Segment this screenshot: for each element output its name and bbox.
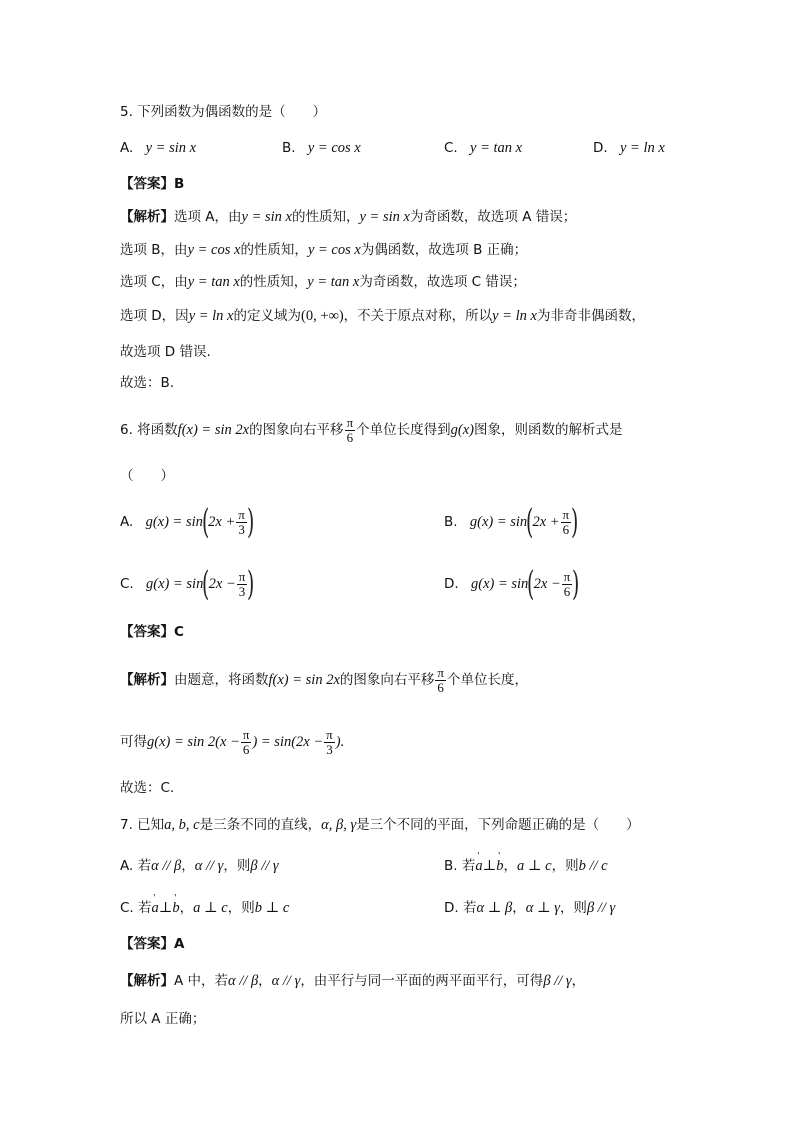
- option-formula: g(x) = sin: [469, 514, 528, 530]
- text: 是三个不同的平面，下列命题正确的是（ ）: [356, 817, 640, 833]
- numerator: π: [563, 568, 571, 584]
- text: 7. 已知: [120, 817, 165, 833]
- text: 选项 A，由: [174, 209, 242, 225]
- denominator: 6: [346, 429, 354, 445]
- q5-analysis-d2: 故选项 D 错误.: [120, 344, 211, 360]
- q6-option-d[interactable]: [444, 566, 579, 602]
- q6-analysis-1: [120, 662, 528, 698]
- text: ，由平行与同一平面的两平面平行，可得: [300, 973, 544, 989]
- formula: b // c: [578, 858, 608, 874]
- text: 的定义域为: [233, 308, 301, 324]
- fraction-pi-over-6: [435, 666, 446, 695]
- q5-option-c[interactable]: [444, 138, 522, 158]
- numerator: π: [238, 506, 245, 522]
- left-paren: (: [526, 502, 534, 542]
- q6-stem-paren: （ ）: [120, 468, 174, 484]
- text: 图象，则函数的解析式是: [473, 422, 623, 438]
- q7-analysis-1: [120, 971, 585, 991]
- q7-option-c[interactable]: [120, 898, 289, 918]
- left-paren: (: [201, 502, 210, 542]
- formula: ).: [335, 734, 345, 750]
- option-letter: D.: [593, 140, 608, 156]
- text: A 中，若: [174, 973, 229, 989]
- q6-option-a[interactable]: [120, 504, 253, 540]
- q7-option-b[interactable]: [444, 856, 608, 876]
- formula: y = sin x: [359, 209, 410, 225]
- q6-answer: 【答案】C: [120, 624, 184, 640]
- numerator: π: [437, 664, 444, 680]
- perp-symbol: ⊥: [158, 900, 173, 916]
- fraction-pi-over-6: [561, 508, 572, 537]
- text: 6. 将函数: [120, 422, 178, 438]
- formula: ) = sin(2x −: [252, 734, 324, 750]
- option-formula-inner: 2x −: [208, 576, 236, 592]
- formula: y = tan x: [187, 274, 240, 290]
- option-formula: g(x) = sin: [145, 514, 203, 530]
- text: ，则: [227, 900, 255, 916]
- formula: β // γ: [250, 858, 279, 874]
- option-label: C. 若: [120, 900, 152, 916]
- formula: y = ln x: [188, 308, 234, 324]
- q6-stem: [120, 412, 622, 448]
- q5-analysis-c: [120, 272, 526, 292]
- text: 可得: [120, 734, 147, 750]
- vector-b: ' b: [496, 856, 503, 876]
- denominator: 6: [437, 679, 444, 695]
- text: ，: [512, 900, 526, 916]
- formula: y = cos x: [187, 242, 241, 258]
- right-paren: ): [246, 502, 255, 542]
- q7-analysis-2: 所以 A 正确；: [120, 1011, 206, 1027]
- fraction-pi-over-6: [241, 728, 252, 757]
- q5-analysis-a: [120, 207, 576, 227]
- option-letter: C.: [444, 140, 458, 156]
- option-letter: A.: [120, 140, 134, 156]
- option-formula: y = cos x: [307, 140, 361, 156]
- option-label: A. 若: [120, 858, 152, 874]
- q5-analysis-b: [120, 240, 527, 260]
- text: 由题意，将函数: [174, 672, 269, 688]
- option-letter: C.: [120, 576, 134, 592]
- denominator: 3: [238, 583, 246, 599]
- formula: α ⊥ γ: [525, 900, 560, 916]
- q7-answer: 【答案】A: [120, 936, 185, 952]
- right-paren: ): [247, 564, 255, 604]
- denominator: 6: [563, 583, 571, 599]
- option-formula: g(x) = sin: [146, 576, 204, 592]
- perp-symbol: ⊥: [482, 858, 497, 874]
- analysis-heading: 【解析】: [120, 973, 174, 989]
- numerator: π: [326, 726, 333, 742]
- text: 的性质知，: [240, 242, 308, 258]
- formula: α // β: [228, 973, 259, 989]
- q5-choose: 故选：B.: [120, 375, 175, 391]
- q6-option-c[interactable]: [120, 566, 254, 602]
- formula: β // γ: [586, 900, 616, 916]
- text: 的图象向右平移: [249, 422, 344, 438]
- formula: f(x) = sin 2x: [177, 422, 250, 438]
- option-letter: B.: [444, 514, 458, 530]
- q5-option-a[interactable]: [120, 138, 196, 158]
- text: 个单位长度，: [446, 672, 528, 688]
- denominator: 6: [242, 741, 250, 757]
- formula: y = tan x: [307, 274, 360, 290]
- formula: y = cos x: [307, 242, 361, 258]
- text: 是三条不同的直线，: [199, 817, 322, 833]
- text: ，不关于原点对称，所以: [343, 308, 493, 324]
- q7-option-d[interactable]: [444, 898, 615, 918]
- text: 的性质知，: [291, 209, 360, 225]
- q5-analysis-d: [120, 306, 645, 326]
- text: ，: [571, 973, 586, 989]
- option-letter: B.: [282, 140, 296, 156]
- right-paren: ): [571, 502, 579, 542]
- text: 为非奇非偶函数，: [536, 308, 645, 324]
- option-formula-inner: 2x +: [532, 514, 560, 530]
- option-formula: y = ln x: [619, 140, 665, 156]
- left-paren: (: [527, 564, 535, 604]
- text: 为奇函数，故选项 C 错误；: [359, 274, 526, 290]
- q5-option-b[interactable]: [282, 138, 361, 158]
- analysis-heading: 【解析】: [120, 672, 174, 688]
- analysis-heading: 【解析】: [120, 209, 174, 225]
- q7-stem: [120, 815, 640, 835]
- text: ，则: [223, 858, 251, 874]
- numerator: π: [238, 568, 246, 584]
- text: ，: [179, 900, 194, 916]
- formula: α ⊥ β: [476, 900, 513, 916]
- option-formula-inner: 2x −: [533, 576, 561, 592]
- formula: a ⊥ c: [193, 900, 228, 916]
- text: 个单位长度得到: [356, 422, 451, 438]
- formula: f(x) = sin 2x: [268, 672, 340, 688]
- fraction-pi-over-3: [237, 570, 248, 599]
- text: ，: [181, 858, 195, 874]
- formula: α, β, γ: [321, 817, 357, 833]
- text: 选项 D，因: [120, 308, 189, 324]
- q5-stem: 5. 下列函数为偶函数的是（ ）: [120, 104, 327, 120]
- text: 为偶函数，故选项 B 正确；: [360, 242, 528, 258]
- text: 为奇函数，故选项 A 错误；: [409, 209, 577, 225]
- text: ，: [503, 858, 517, 874]
- fraction-pi-over-3: [324, 728, 335, 757]
- formula-interval: (0, +∞): [301, 308, 344, 324]
- fraction-pi-over-6: [345, 416, 356, 445]
- option-label: D. 若: [444, 900, 477, 916]
- formula: a, b, c: [164, 817, 200, 833]
- option-formula: g(x) = sin: [470, 576, 529, 592]
- q5-answer: 【答案】B: [120, 176, 185, 192]
- text: 的性质知，: [239, 274, 308, 290]
- fraction-pi-over-3: [236, 508, 247, 537]
- denominator: 3: [326, 741, 333, 757]
- text: 选项 C，由: [120, 274, 188, 290]
- option-letter: A.: [120, 514, 134, 530]
- formula: g(x) = sin 2(x −: [147, 734, 240, 750]
- left-paren: (: [202, 564, 210, 604]
- q6-option-b[interactable]: [444, 504, 577, 540]
- formula: b ⊥ c: [254, 900, 290, 916]
- formula: y = sin x: [241, 209, 292, 225]
- q6-choose: 故选：C.: [120, 780, 175, 796]
- option-formula-inner: 2x +: [208, 514, 236, 530]
- formula: y = ln x: [492, 308, 537, 324]
- numerator: π: [346, 414, 354, 430]
- text: ，则: [551, 858, 579, 874]
- option-label: B. 若: [444, 858, 476, 874]
- denominator: 6: [562, 521, 570, 537]
- formula: β // γ: [543, 973, 572, 989]
- numerator: π: [242, 726, 250, 742]
- formula: α // β: [151, 858, 182, 874]
- fraction-pi-over-6: [562, 570, 573, 599]
- q6-analysis-2: [120, 724, 344, 760]
- text: 选项 B，由: [120, 242, 188, 258]
- vector-b: ' b: [172, 898, 179, 918]
- formula: a ⊥ c: [517, 858, 552, 874]
- text: ，: [258, 973, 272, 989]
- text: 的图象向右平移: [339, 672, 435, 688]
- denominator: 3: [238, 521, 245, 537]
- option-formula: y = sin x: [145, 140, 197, 156]
- formula: g(x): [450, 422, 474, 438]
- vector-a: ' a: [152, 898, 159, 918]
- option-formula: y = tan x: [470, 140, 523, 156]
- text: ，则: [559, 900, 587, 916]
- formula: α // γ: [194, 858, 224, 874]
- option-letter: D.: [444, 576, 459, 592]
- q7-option-a[interactable]: [120, 856, 279, 876]
- right-paren: ): [572, 564, 580, 604]
- numerator: π: [562, 506, 570, 522]
- vector-a: ' a: [475, 856, 482, 876]
- q5-option-d[interactable]: [593, 138, 665, 158]
- formula: α // γ: [271, 973, 301, 989]
